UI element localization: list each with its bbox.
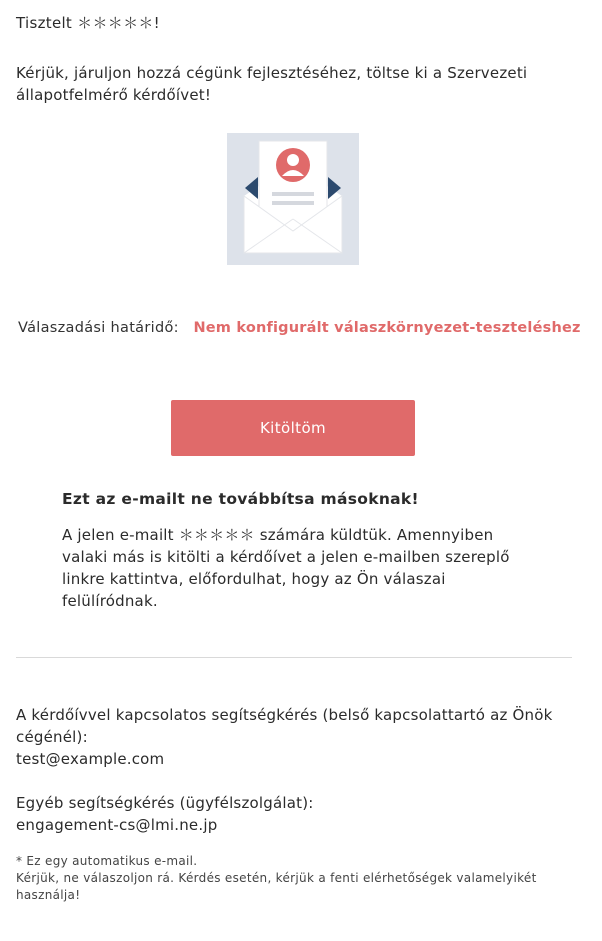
warning-body: A jelen e-mailt ＊＊＊＊＊ számára küldtük. Amennyiben valaki más is kitölti a kérdőívet a jelen e-mailben szereplő linkre kattintva, előfordulhat, hogy az Ön válaszai felülíródnak. [62,526,510,610]
deadline-label: Válaszadási határidő: [18,320,179,336]
warning-title: Ezt az e-mailt ne továbbítsa másoknak! [62,490,419,508]
deadline-row [18,320,598,336]
help-internal [16,704,576,770]
help-internal-email[interactable]: test@example.com [16,750,165,768]
intro-text: Kérjük, járuljon hozzá cégünk fejlesztéséhez, töltse ki a Szervezeti állapotfelmérő kérdőívet! [16,64,528,104]
divider [16,657,572,658]
help-internal-label: A kérdőívvel kapcsolatos segítségkérés (belső kapcsolattartó az Önök cégénél): [16,706,553,746]
fill-survey-button[interactable]: Kitöltöm [171,400,415,456]
greeting-text: Tisztelt ＊＊＊＊＊! [16,14,160,32]
footer-note-line1: * Ez egy automatikus e-mail. [16,854,198,868]
footer-note-line2: Kérjük, ne válaszoljon rá. Kérdés esetén, kérjük a fenti elérhetőségek valamelyikét használja! [16,871,537,902]
help-external-label: Egyéb segítségkérés (ügyfélszolgálat): [16,794,314,812]
survey-envelope-icon [227,133,359,265]
help-external [16,792,576,836]
deadline-value: Nem konfigurált válaszkörnyezet-teszteléshez [193,320,581,336]
footer-note [16,853,576,904]
help-external-email[interactable]: engagement-cs@lmi.ne.jp [16,816,218,834]
